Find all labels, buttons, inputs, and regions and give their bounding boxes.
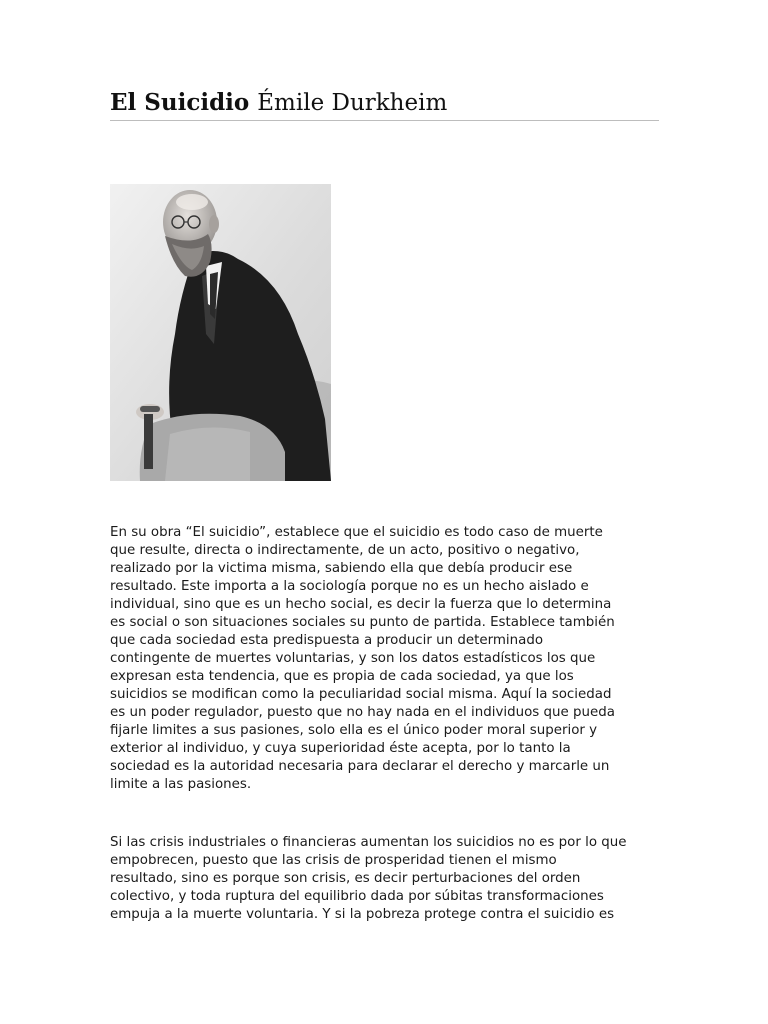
document-title — [110, 88, 659, 121]
paragraph-line: suicidios se modifican como la peculiaridad social misma. Aquí la sociedad — [110, 687, 612, 702]
paragraph-line: que resulte, directa o indirectamente, de un acto, positivo o negativo, — [110, 543, 580, 558]
title-author: Émile Durkheim — [257, 90, 448, 116]
paragraph-line: exterior al individuo, y cuya superioridad éste acepta, por lo tanto la — [110, 741, 571, 756]
paragraph-line: limite a las pasiones. — [110, 777, 252, 792]
paragraph-line: colectivo, y toda ruptura del equilibrio dada por súbitas transformaciones — [110, 889, 604, 904]
paragraph-line: En su obra “El suicidio”, establece que el suicidio es todo caso de muerte — [110, 525, 603, 540]
paragraph-line: realizado por la victima misma, sabiendo ella que debía producir ese — [110, 561, 573, 576]
paragraph-line: empuja a la muerte voluntaria. Y si la pobreza protege contra el suicidio es — [110, 907, 615, 922]
paragraph-1 — [110, 524, 666, 794]
paragraph-line: fijarle limites a sus pasiones, solo ella es el único poder moral superior y — [110, 723, 598, 738]
paragraph-line: es un poder regulador, puesto que no hay nada en el individuos que pueda — [110, 705, 615, 720]
portrait-illustration — [110, 184, 331, 481]
paragraph-line: es social o son situaciones sociales su punto de partida. Establece también — [110, 615, 615, 630]
paragraph-line: expresan esta tendencia, que es propia de cada sociedad, ya que los — [110, 669, 574, 684]
paragraph-line: Si las crisis industriales o financieras aumentan los suicidios no es por lo que — [110, 835, 627, 850]
paragraph-line: contingente de muertes voluntarias, y son los datos estadísticos los que — [110, 651, 596, 666]
title-bold: El Suicidio — [110, 89, 250, 116]
paragraph-line: individual, sino que es un hecho social, es decir la fuerza que lo determina — [110, 597, 612, 612]
portrait-photo — [110, 184, 331, 481]
paragraph-line: resultado. Este importa a la sociología porque no es un hecho aislado e — [110, 579, 589, 594]
paragraph-line: empobrecen, puesto que las crisis de prosperidad tienen el mismo — [110, 853, 557, 868]
paragraph-line: que cada sociedad esta predispuesta a producir un determinado — [110, 633, 544, 648]
paragraph-2 — [110, 834, 666, 924]
paragraph-line: resultado, sino es porque son crisis, es decir perturbaciones del orden — [110, 871, 581, 886]
paragraph-line: sociedad es la autoridad necesaria para declarar el derecho y marcarle un — [110, 759, 610, 774]
